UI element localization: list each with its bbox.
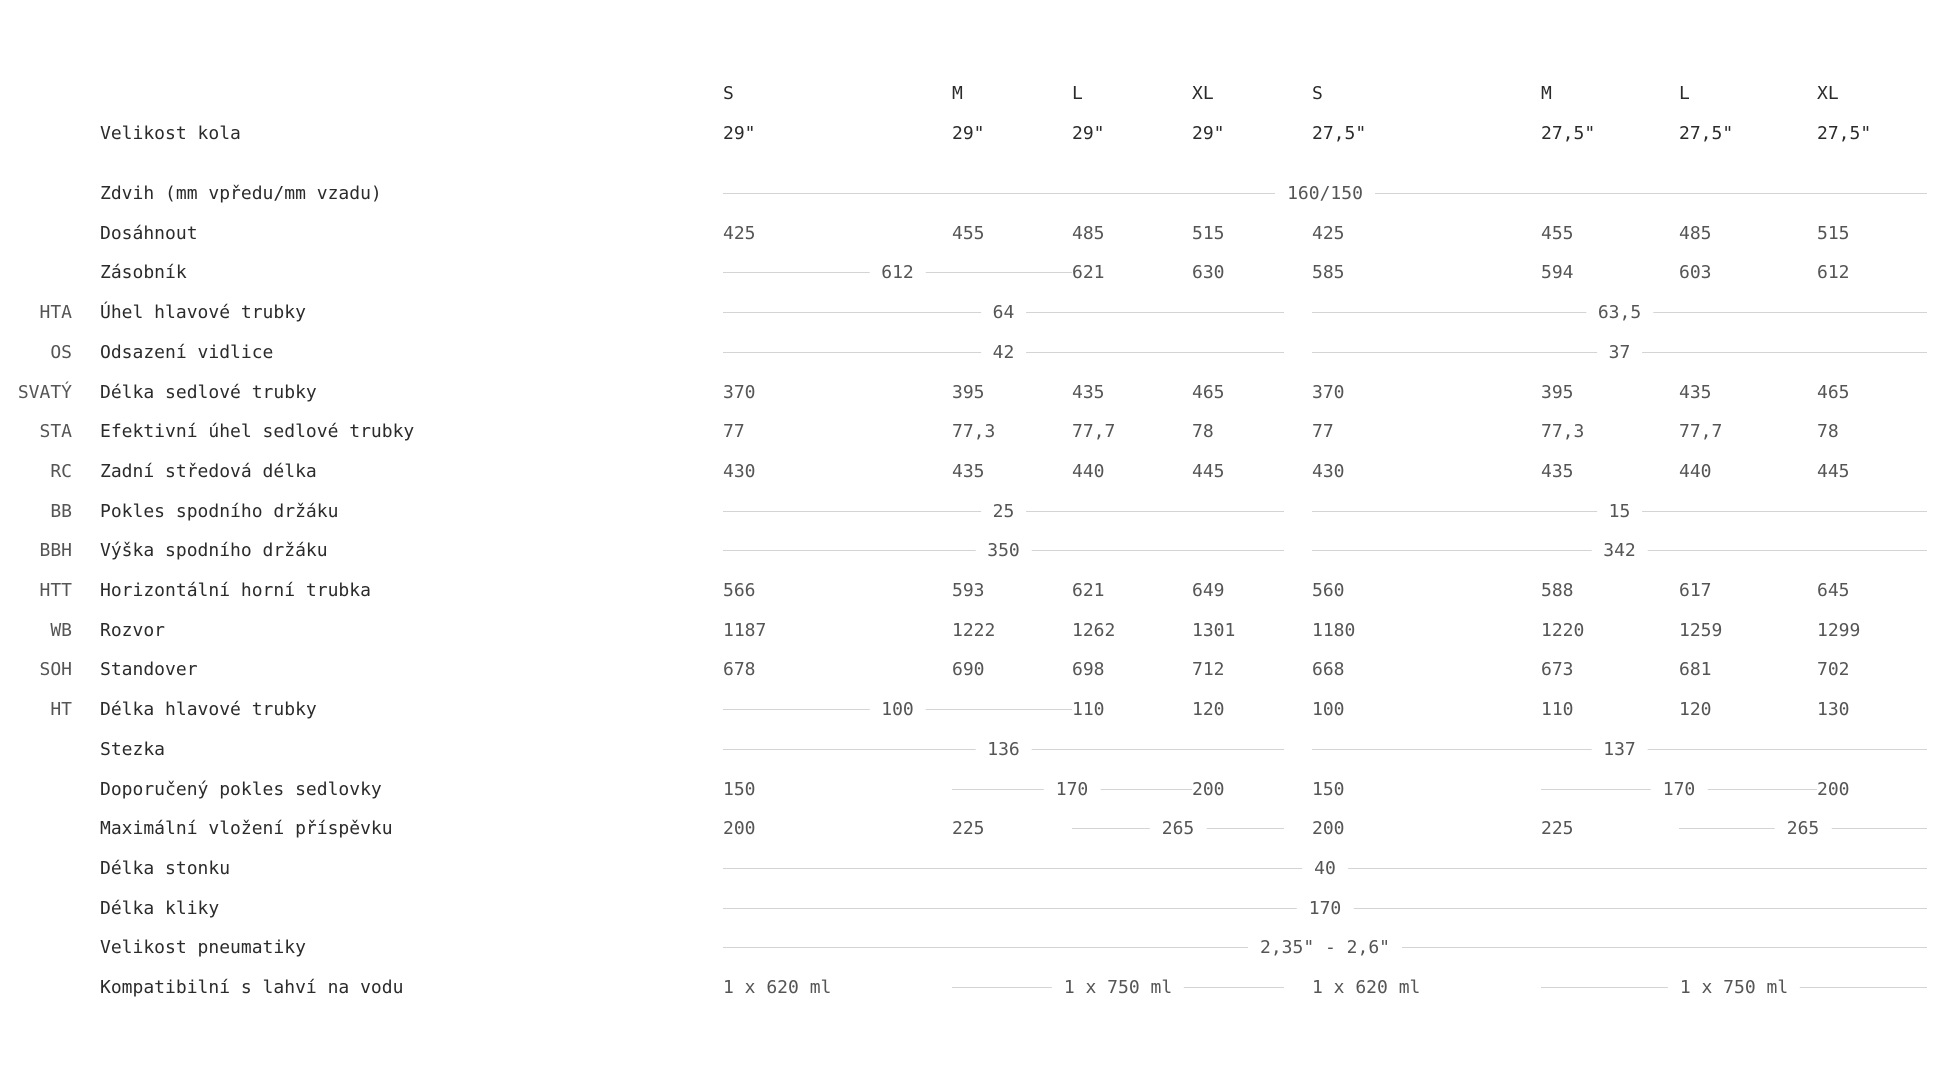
- merged-cell: [723, 333, 1284, 373]
- table-row: [0, 412, 1945, 452]
- wheel-size-5: 27,5": [1541, 123, 1596, 144]
- table-cell: 621: [1072, 262, 1105, 283]
- size-header-row: [0, 74, 1945, 114]
- merged-cell: [723, 849, 1927, 889]
- merged-cell-value: 612: [869, 253, 926, 293]
- merged-cell: [723, 730, 1284, 770]
- merged-cell: [723, 531, 1284, 571]
- table-row: [0, 730, 1945, 770]
- merged-cell: [723, 253, 1072, 293]
- table-cell: 1180: [1312, 620, 1356, 641]
- wheel-size-1: 29": [952, 123, 985, 144]
- row-label: Velikost pneumatiky: [100, 937, 306, 958]
- table-row: [0, 492, 1945, 532]
- row-abbreviation: [0, 849, 72, 889]
- table-cell: 712: [1192, 659, 1225, 680]
- table-cell: 200: [1192, 779, 1225, 800]
- table-cell: 435: [1072, 382, 1105, 403]
- table-cell: 617: [1679, 580, 1712, 601]
- row-abbreviation: HT: [50, 699, 72, 720]
- merged-cell: [952, 770, 1192, 810]
- wheel-size-6: 27,5": [1679, 123, 1734, 144]
- table-row: [0, 293, 1945, 333]
- merged-cell-value: 265: [1150, 809, 1207, 849]
- row-abbreviation: [0, 968, 72, 1008]
- table-row: [0, 928, 1945, 968]
- merged-cell: [723, 928, 1927, 968]
- merged-cell-value: 170: [1044, 770, 1101, 810]
- table-cell: 630: [1192, 262, 1225, 283]
- table-cell: 698: [1072, 659, 1105, 680]
- merged-cell-value: 342: [1591, 531, 1648, 571]
- table-row: [0, 571, 1945, 611]
- merged-cell-value: 64: [981, 293, 1027, 333]
- table-row: [0, 174, 1945, 214]
- merged-cell-value: 40: [1302, 849, 1348, 889]
- row-abbreviation: STA: [39, 421, 72, 442]
- wheel-size-label: Velikost kola: [100, 123, 241, 144]
- table-cell: 603: [1679, 262, 1712, 283]
- row-label: Rozvor: [100, 620, 166, 641]
- table-row: [0, 849, 1945, 889]
- table-cell: 425: [723, 223, 756, 244]
- table-row: [0, 650, 1945, 690]
- row-abbreviation: [0, 928, 72, 968]
- table-cell: 445: [1192, 461, 1225, 482]
- row-label: Efektivní úhel sedlové trubky: [100, 421, 415, 442]
- row-abbreviation: [0, 174, 72, 214]
- merged-cell: [1312, 730, 1927, 770]
- row-abbreviation: HTT: [39, 580, 72, 601]
- row-label: Výška spodního držáku: [100, 540, 328, 561]
- table-row: [0, 809, 1945, 849]
- merged-cell: [1312, 293, 1927, 333]
- size-header-6: L: [1679, 83, 1690, 104]
- table-cell: 445: [1817, 461, 1850, 482]
- table-row: [0, 333, 1945, 373]
- merged-cell: [952, 968, 1284, 1008]
- merged-cell-value: 15: [1597, 492, 1643, 532]
- table-cell: 465: [1817, 382, 1850, 403]
- table-cell: 1262: [1072, 620, 1116, 641]
- table-row: [0, 452, 1945, 492]
- table-cell: 120: [1192, 699, 1225, 720]
- table-cell: 370: [1312, 382, 1345, 403]
- row-abbreviation: BBH: [39, 540, 72, 561]
- table-cell: 395: [1541, 382, 1574, 403]
- row-label: Stezka: [100, 739, 166, 760]
- row-abbreviation: [0, 214, 72, 254]
- row-abbreviation: SVATÝ: [17, 382, 72, 403]
- table-cell: 200: [723, 818, 756, 839]
- row-abbreviation: RC: [50, 461, 72, 482]
- table-cell: 130: [1817, 699, 1850, 720]
- row-label: Zadní středová délka: [100, 461, 317, 482]
- table-cell: 690: [952, 659, 985, 680]
- row-label: Doporučený pokles sedlovky: [100, 779, 382, 800]
- table-cell: 430: [723, 461, 756, 482]
- table-cell: 515: [1192, 223, 1225, 244]
- merged-cell-value: 1 x 750 ml: [1668, 968, 1800, 1008]
- row-label: Horizontální horní trubka: [100, 580, 371, 601]
- row-label: Maximální vložení příspěvku: [100, 818, 393, 839]
- row-label: Dosáhnout: [100, 223, 198, 244]
- size-header-4: S: [1312, 83, 1323, 104]
- merged-cell: [1312, 333, 1927, 373]
- row-label: Délka kliky: [100, 898, 220, 919]
- table-cell: 668: [1312, 659, 1345, 680]
- merged-cell: [723, 889, 1927, 929]
- table-cell: 110: [1072, 699, 1105, 720]
- table-cell: 588: [1541, 580, 1574, 601]
- row-abbreviation: [0, 809, 72, 849]
- table-cell: 1299: [1817, 620, 1861, 641]
- table-cell: 515: [1817, 223, 1850, 244]
- table-cell: 702: [1817, 659, 1850, 680]
- wheel-size-3: 29": [1192, 123, 1225, 144]
- merged-cell: [1312, 531, 1927, 571]
- row-abbreviation: [0, 730, 72, 770]
- table-cell: 225: [952, 818, 985, 839]
- row-label: Pokles spodního držáku: [100, 501, 339, 522]
- merged-cell-value: 265: [1775, 809, 1832, 849]
- table-cell: 200: [1817, 779, 1850, 800]
- table-cell: 120: [1679, 699, 1712, 720]
- row-label: Úhel hlavové trubky: [100, 302, 306, 323]
- table-cell: 1222: [952, 620, 996, 641]
- row-abbreviation: SOH: [39, 659, 72, 680]
- merged-cell-value: 25: [981, 492, 1027, 532]
- table-cell: 1259: [1679, 620, 1723, 641]
- table-cell: 440: [1679, 461, 1712, 482]
- table-cell: 593: [952, 580, 985, 601]
- merged-cell-value: 350: [975, 531, 1032, 571]
- table-cell: 681: [1679, 659, 1712, 680]
- merged-cell: [723, 492, 1284, 532]
- table-cell: 1 x 620 ml: [1312, 977, 1421, 998]
- row-label: Zdvih (mm vpředu/mm vzadu): [100, 183, 382, 204]
- table-cell: 612: [1817, 262, 1850, 283]
- merged-cell: [1072, 809, 1284, 849]
- table-cell: 435: [952, 461, 985, 482]
- table-cell: 395: [952, 382, 985, 403]
- merged-cell: [723, 690, 1072, 730]
- merged-cell-value: 170: [1651, 770, 1708, 810]
- merged-cell-value: 37: [1597, 333, 1643, 373]
- row-label: Standover: [100, 659, 198, 680]
- table-cell: 455: [952, 223, 985, 244]
- row-label: Odsazení vidlice: [100, 342, 274, 363]
- table-cell: 1 x 620 ml: [723, 977, 832, 998]
- table-cell: 435: [1541, 461, 1574, 482]
- table-cell: 150: [1312, 779, 1345, 800]
- merged-cell: [1541, 968, 1927, 1008]
- size-header-0: S: [723, 83, 734, 104]
- row-label: Zásobník: [100, 262, 187, 283]
- table-cell: 110: [1541, 699, 1574, 720]
- table-row: [0, 214, 1945, 254]
- table-row: [0, 373, 1945, 413]
- table-cell: 440: [1072, 461, 1105, 482]
- table-cell: 673: [1541, 659, 1574, 680]
- table-cell: 78: [1817, 421, 1839, 442]
- table-cell: 566: [723, 580, 756, 601]
- table-cell: 425: [1312, 223, 1345, 244]
- table-cell: 560: [1312, 580, 1345, 601]
- table-cell: 77,3: [952, 421, 996, 442]
- merged-cell-value: 63,5: [1586, 293, 1653, 333]
- merged-cell: [1312, 492, 1927, 532]
- table-cell: 435: [1679, 382, 1712, 403]
- table-row: [0, 531, 1945, 571]
- merged-cell-value: 136: [975, 730, 1032, 770]
- merged-cell: [723, 174, 1927, 214]
- size-header-1: M: [952, 83, 963, 104]
- row-label: Kompatibilní s lahví na vodu: [100, 977, 404, 998]
- table-cell: 455: [1541, 223, 1574, 244]
- table-cell: 77,3: [1541, 421, 1585, 442]
- merged-cell-value: 42: [981, 333, 1027, 373]
- row-abbreviation: BB: [50, 501, 72, 522]
- merged-cell-value: 100: [869, 690, 926, 730]
- table-cell: 1187: [723, 620, 767, 641]
- wheel-size-2: 29": [1072, 123, 1105, 144]
- table-cell: 200: [1312, 818, 1345, 839]
- size-header-5: M: [1541, 83, 1552, 104]
- row-abbreviation: [0, 770, 72, 810]
- row-abbreviation: [0, 889, 72, 929]
- row-label: Délka sedlové trubky: [100, 382, 317, 403]
- table-cell: 585: [1312, 262, 1345, 283]
- table-cell: 430: [1312, 461, 1345, 482]
- table-cell: 621: [1072, 580, 1105, 601]
- row-abbreviation: OS: [50, 342, 72, 363]
- merged-cell-value: 170: [1297, 889, 1354, 929]
- size-header-3: XL: [1192, 83, 1214, 104]
- wheel-size-0: 29": [723, 123, 756, 144]
- table-row: [0, 968, 1945, 1008]
- table-cell: 77,7: [1679, 421, 1723, 442]
- table-cell: 225: [1541, 818, 1574, 839]
- table-cell: 645: [1817, 580, 1850, 601]
- table-cell: 150: [723, 779, 756, 800]
- table-cell: 485: [1679, 223, 1712, 244]
- merged-cell: [1679, 809, 1927, 849]
- merged-cell-value: 160/150: [1275, 174, 1375, 214]
- size-header-7: XL: [1817, 83, 1839, 104]
- wheel-size-7: 27,5": [1817, 123, 1872, 144]
- table-row: [0, 770, 1945, 810]
- merged-cell: [1541, 770, 1817, 810]
- row-label: Délka hlavové trubky: [100, 699, 317, 720]
- table-cell: 100: [1312, 699, 1345, 720]
- table-cell: 77: [1312, 421, 1334, 442]
- merged-cell: [723, 293, 1284, 333]
- table-cell: 465: [1192, 382, 1225, 403]
- table-row: [0, 611, 1945, 651]
- table-cell: 649: [1192, 580, 1225, 601]
- merged-cell-value: 137: [1591, 730, 1648, 770]
- table-cell: 78: [1192, 421, 1214, 442]
- table-cell: 1301: [1192, 620, 1236, 641]
- table-cell: 1220: [1541, 620, 1585, 641]
- size-header-2: L: [1072, 83, 1083, 104]
- row-label: Délka stonku: [100, 858, 231, 879]
- table-cell: 678: [723, 659, 756, 680]
- table-cell: 485: [1072, 223, 1105, 244]
- table-row: [0, 889, 1945, 929]
- row-abbreviation: [0, 253, 72, 293]
- wheel-size-row: [0, 114, 1945, 154]
- row-abbreviation: HTA: [39, 302, 72, 323]
- row-abbreviation: WB: [50, 620, 72, 641]
- table-cell: 77: [723, 421, 745, 442]
- wheel-size-4: 27,5": [1312, 123, 1367, 144]
- table-cell: 77,7: [1072, 421, 1116, 442]
- merged-cell-value: 1 x 750 ml: [1052, 968, 1184, 1008]
- table-cell: 370: [723, 382, 756, 403]
- table-row: [0, 253, 1945, 293]
- merged-cell-value: 2,35" - 2,6": [1248, 928, 1402, 968]
- table-cell: 594: [1541, 262, 1574, 283]
- table-row: [0, 690, 1945, 730]
